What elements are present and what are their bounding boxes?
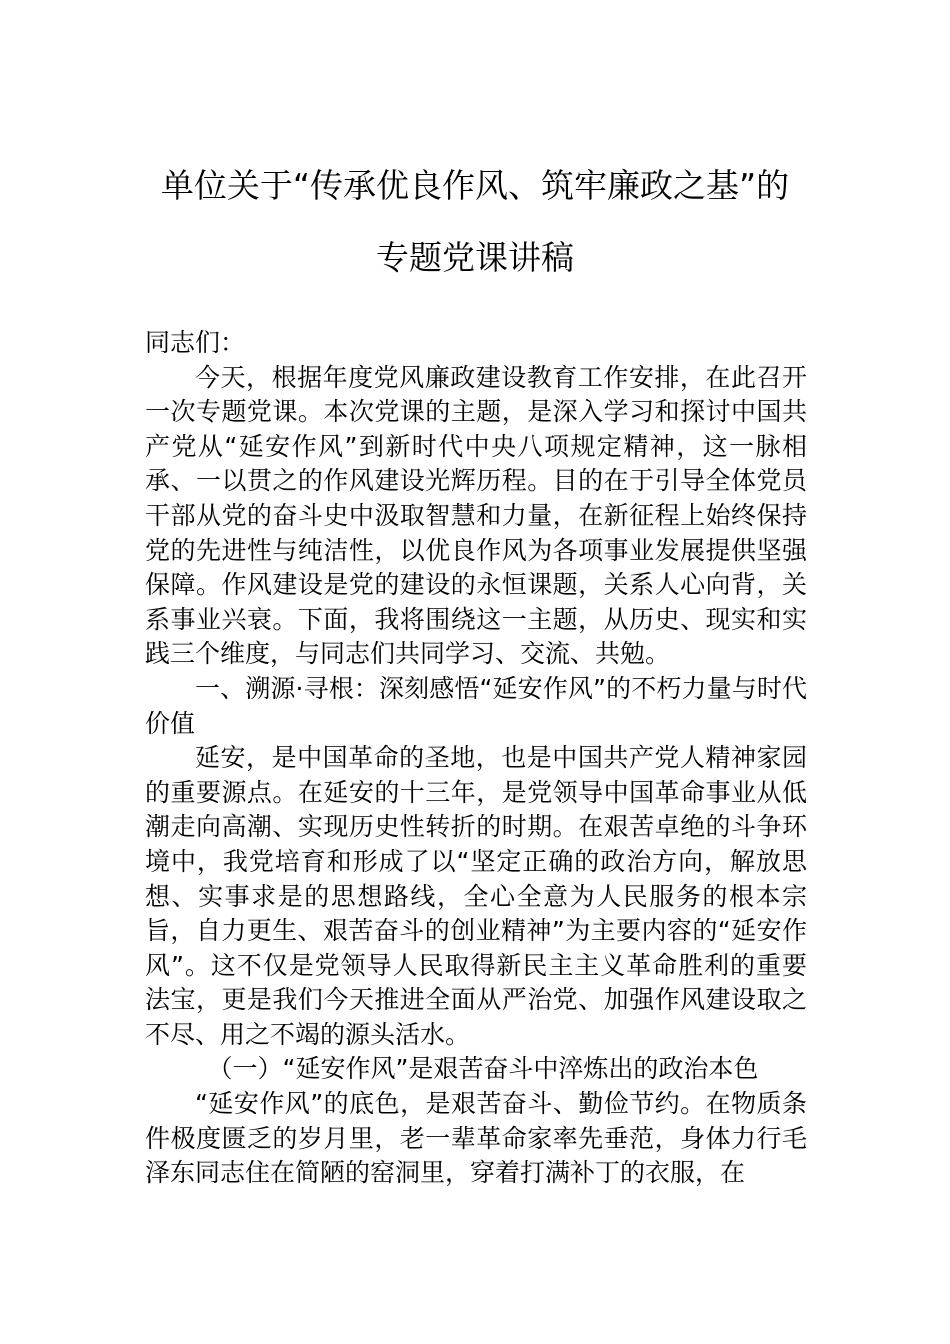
subsection-heading-1: （一）“延安作风”是艰苦奋斗中淬炼出的政治本色 <box>207 1054 759 1084</box>
document-title-line-2: 专题党课讲稿 <box>376 238 574 277</box>
intro-paragraph: 今天，根据年度党风廉政建设教育工作安排，在此召开一次专题党课。本次党课的主题，是深入学习和探讨中国共产党从“延安作风”到新时代中央八项规定精神，这一脉相承、一以贯之的作风建设光辉历程。目的在于引导全体党员干部从党的奋斗史中汲取智慧和力量，在新征程上始终保持党的先进性与纯洁性，以优良作风为各项事业发展提供坚强保障。作风建设是党的建设的永恒课题，关系人心向背，关系事业兴衰。下面，我将围绕这一主题，从历史、现实和实践三个维度，与同志们共同学习、交流、共勉。 <box>145 362 807 669</box>
subsection-1-paragraph: “延安作风”的底色，是艰苦奋斗、勤俭节约。在物质条件极度匮乏的岁月里，老一辈革命家率先垂范，身体力行毛泽东同志住在简陋的窑洞里，穿着打满补丁的衣服，在 <box>145 1089 807 1188</box>
document-body <box>145 326 807 1191</box>
document-title-line-1: 单位关于“传承优良作风、筑牢廉政之基”的 <box>160 166 790 205</box>
salutation: 同志们： <box>145 328 246 357</box>
section-1-paragraph: 延安，是中国革命的圣地，也是中国共产党人精神家园的重要源点。在延安的十三年，是党领导中国革命事业从低潮走向高潮、实现历史性转折的时期。在艰苦卓绝的斗争环境中，我党培育和形成了以“坚定正确的政治方向，解放思想、实事求是的思想路线，全心全意为人民服务的根本宗旨，自力更生、艰苦奋斗的创业精神”为主要内容的“延安作风”。这不仅是党领导人民取得新民主主义革命胜利的重要法宝，更是我们今天推进全面从严治党、加强作风建设取之不尽、用之不竭的源头活水。 <box>145 743 807 1049</box>
section-heading-1: 一、溯源·寻根：深刻感悟“延安作风”的不朽力量与时代价值 <box>145 673 807 738</box>
